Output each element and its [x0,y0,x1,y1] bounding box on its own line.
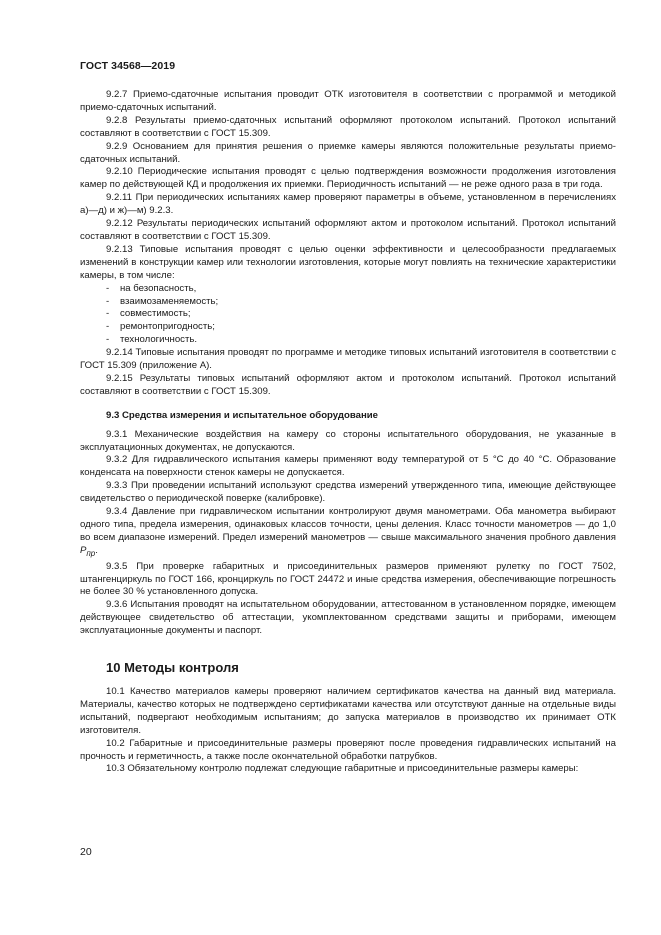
list-item-text: взаимозаменяемость; [120,295,219,307]
document-header: ГОСТ 34568—2019 [80,60,176,72]
dash-marker: - [106,321,110,333]
list-item-text: технологичность. [120,334,198,346]
list-item [106,308,616,321]
characteristics-list [80,283,616,348]
paragraph-9-3-4 [80,506,616,561]
list-item [106,296,616,309]
paragraph-9-2-7: 9.2.7 Приемо-сдаточные испытания проводит ОТК изготовителя в соответствии с программой и методикой приемо-сдаточных испытаний. [80,89,616,113]
paragraph-9-3-2: 9.3.2 Для гидравлического испытания камеры применяют воду температурой от 5 °С до 40 °С. Образование конденсата на поверхности стенок камеры не допускается. [80,454,616,479]
paragraph-9-3-4-text: 9.3.4 Давление при гидравлическом испытании контролируют двумя манометрами. Оба манометра выбирают одного типа, предела измерения, одинаковых классов точности, цены деления. Класс точности манометров — до 1,0 во всем диапазоне измерений. Предел измерений манометров — свыше максимального значения пробного давления [80,506,616,543]
pressure-symbol: P [80,544,87,556]
paragraph-9-2-9: 9.2.9 Основанием для принятия решения о приемке камеры являются положительные результаты приемо-сдаточных испытаний. [80,140,616,165]
pressure-subscript: пр [86,548,96,558]
list-item [106,321,616,334]
page-number: 20 [80,846,92,858]
subsection-heading-9-3: 9.3 Средства измерения и испытательное оборудование [106,409,378,421]
paragraph-10-3: 10.3 Обязательному контролю подлежат следующие габаритные и присоединительные размеры камеры: [106,763,579,775]
dash-marker: - [106,334,110,346]
paragraph-9-2-13: 9.2.13 Типовые испытания проводят с целью оценки эффективности и целесообразности предлагаемых изменений в конструкции камер или технологии изготовления, которые могут повлиять на технические характеристики камеры, в том числе: [80,243,616,281]
list-item-text: на безопасность, [120,282,197,294]
list-item-text: ремонтопригодность; [120,321,215,333]
dash-marker: - [106,308,110,320]
paragraph-9-2-8: 9.2.8 Результаты приемо-сдаточных испытаний оформляют протоколом испытаний. Протокол испытаний составляют в соответствии с ГОСТ 15.309. [80,114,616,139]
list-item [106,334,616,347]
paragraph-9-3-4-tail: . [95,544,98,556]
section-heading-10: 10 Методы контроля [106,660,239,676]
paragraph-9-2-15: 9.2.15 Результаты типовых испытаний оформляют актом и протоколом испытаний. Протокол испытаний составляют в соответствии с ГОСТ 15.309. [80,372,616,397]
paragraph-10-1: 10.1 Качество материалов камеры проверяют наличием сертификатов качества на данный вид материала. Материалы, качество которых не подтверждено сертификатами качества или отсутствуют данные на отдельные виды испытаний, подвергают необходимым испытаниям; до запуска материалов в производство их принимает ОТК изготовителя. [80,685,616,736]
document-body [80,89,616,776]
dash-marker: - [106,295,110,307]
paragraph-9-2-10: 9.2.10 Периодические испытания проводят с целью подтверждения возможности продолжения изготовления камер по действующей КД и продолжения их приемки. Периодичность испытаний — не реже одного раза в три года. [80,166,616,191]
dash-marker: - [106,282,110,294]
paragraph-9-3-3: 9.3.3 При проведении испытаний используют средства измерений утвержденного типа, имеющие действующее свидетельство о периодической поверке (калибровке). [80,480,616,505]
list-item [106,283,616,296]
paragraph-9-2-11: 9.2.11 При периодических испытаниях камер проверяют параметры в объеме, установленном в перечислениях а)—д) и ж)—м) 9.2.3. [80,192,616,217]
paragraph-9-3-1: 9.3.1 Механические воздействия на камеру со стороны испытательного оборудования, не указанные в эксплуатационных документах, не допускаются. [80,428,616,453]
paragraph-10-2: 10.2 Габаритные и присоединительные размеры проверяют после проведения гидравлических испытаний на прочность и герметичность, а также после окончательной обработки патрубков. [80,737,616,762]
paragraph-9-2-12: 9.2.12 Результаты периодических испытаний оформляют актом и протоколом испытаний. Протокол испытаний составляют в соответствии с ГОСТ 15.309. [80,218,616,242]
paragraph-9-2-14: 9.2.14 Типовые испытания проводят по программе и методике типовых испытаний изготовителя в соответствии с ГОСТ 15.309 (приложение А). [80,347,616,372]
list-item-text: совместимость; [120,308,191,320]
paragraph-9-3-5: 9.3.5 При проверке габаритных и присоединительных размеров применяют рулетку по ГОСТ 7502, штангенциркуль по ГОСТ 166, кронциркуль по ГОСТ 24472 и иные средства измерения, обеспечивающие погрешность не более 30 % установленного допуска. [80,560,616,598]
paragraph-9-3-6: 9.3.6 Испытания проводят на испытательном оборудовании, аттестованном в установленном порядке, имеющем действующее свидетельство об аттестации, укомплектованном средствами защиты и приборами, имеющем эксплуатационные документы и паспорт. [80,599,616,637]
